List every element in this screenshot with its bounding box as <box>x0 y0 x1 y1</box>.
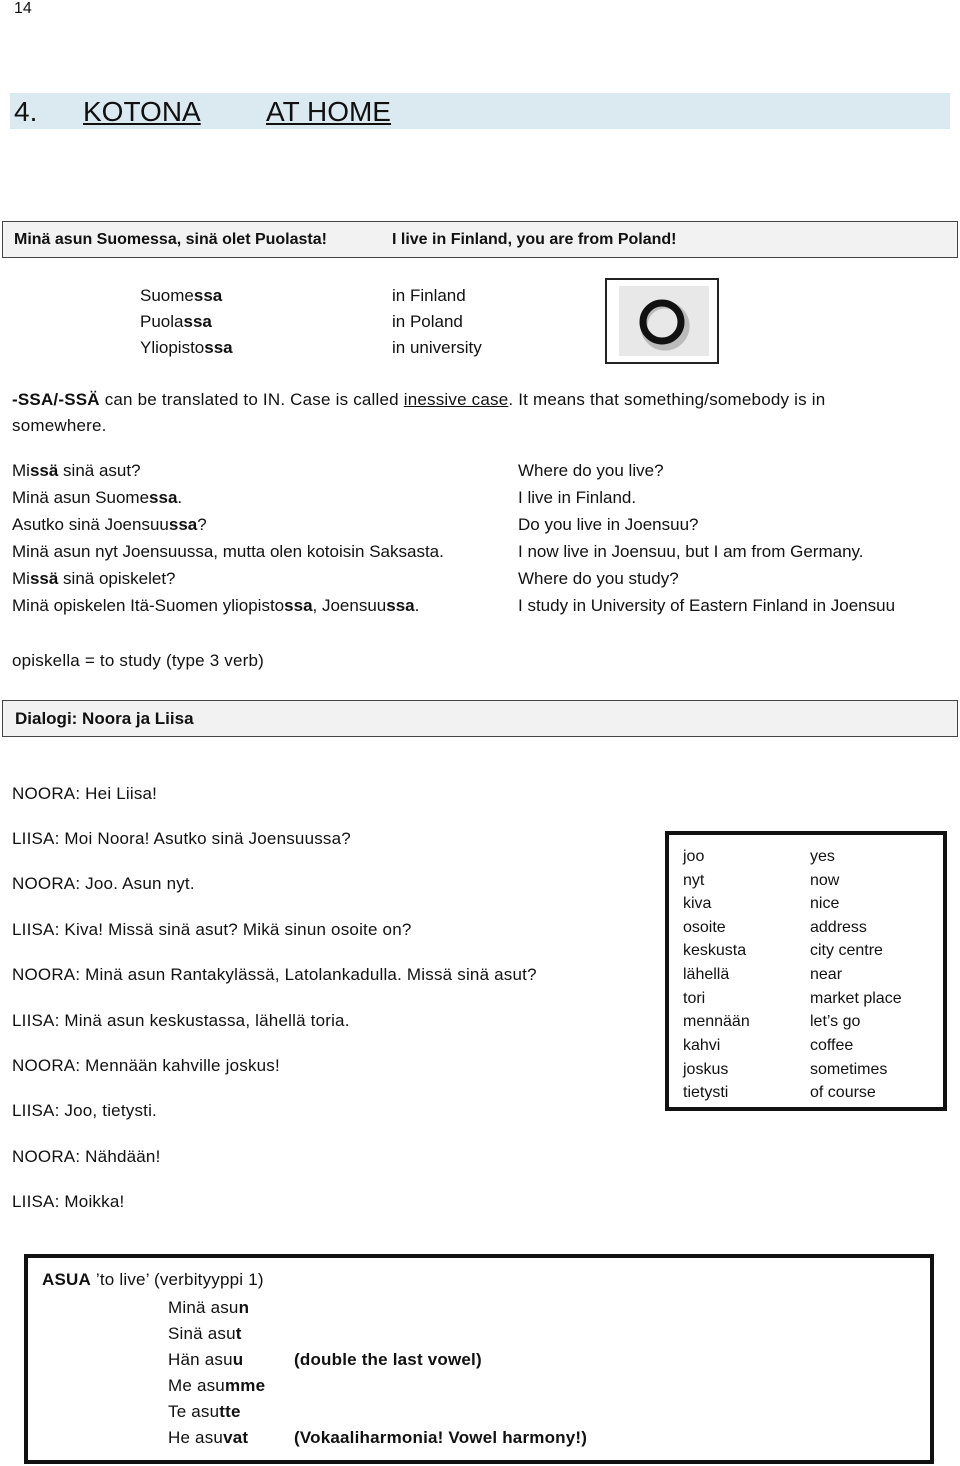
qa-fi: Asutko sinä Joensuussa? <box>12 515 207 534</box>
conjugation-box <box>24 1254 934 1464</box>
conjugation-title: ASUA ’to live’ (verbityyppi 1) <box>42 1270 264 1289</box>
case-explanation: -SSA/-SSÄ can be translated to IN. Case is called inessive case. It means that something/somebody is in <box>12 390 826 409</box>
vocabulary-box: joo yes nyt now kiva nice osoite address keskusta city centre lähellä near tori market place mennään let’s go kahvi coffee joskus sometimes tietysti of course <box>665 831 947 1111</box>
conjugation-form: Te asutte <box>168 1402 241 1421</box>
dialog-line: NOORA: Minä asun Rantakylässä, Latolankadulla. Missä sinä asut? <box>12 965 537 984</box>
conjugation-note: (Vokaaliharmonia! Vowel harmony!) <box>294 1428 588 1447</box>
qa-fi: Minä opiskelen Itä-Suomen yliopistossa, Joensuussa. <box>12 596 420 615</box>
page-number: 14 <box>14 0 32 17</box>
qa-en: Where do you study? <box>518 569 679 588</box>
qa-fi: Missä sinä asut? <box>12 461 141 480</box>
example-translation: in Poland <box>392 312 463 331</box>
dialog-title-box <box>2 700 958 737</box>
qa-fi: Minä asun nyt Joensuussa, mutta olen kotoisin Saksasta. <box>12 542 444 561</box>
verb-note: opiskella = to study (type 3 verb) <box>12 651 265 670</box>
dialog-line: LIISA: Moikka! <box>12 1192 125 1211</box>
dialog-line: NOORA: Joo. Asun nyt. <box>12 874 195 893</box>
conjugation-form: Minä asun <box>168 1298 250 1317</box>
chapter-heading <box>10 93 950 129</box>
conjugation-form: Me asumme <box>168 1376 266 1395</box>
conjugation-form: Sinä asut <box>168 1324 242 1343</box>
qa-en: I now live in Joensuu, but I am from Germany. <box>518 542 864 561</box>
qa-en: Do you live in Joensuu? <box>518 515 699 534</box>
dialog-line: LIISA: Moi Noora! Asutko sinä Joensuussa? <box>12 829 351 848</box>
dialog-line: NOORA: Nähdään! <box>12 1147 161 1166</box>
dialog-line: LIISA: Joo, tietysti. <box>12 1101 157 1120</box>
conjugation-note: (double the last vowel) <box>294 1350 482 1369</box>
dialog-line: NOORA: Mennään kahville joskus! <box>12 1056 280 1075</box>
ring-o-icon <box>619 286 709 356</box>
dialog-title: Dialogi: Noora ja Liisa <box>15 709 194 728</box>
qa-en: Where do you live? <box>518 461 664 480</box>
example-translation: in Finland <box>392 286 466 305</box>
qa-fi: Missä sinä opiskelet? <box>12 569 176 588</box>
example-row: Suomessa <box>140 286 223 305</box>
dialog-line: LIISA: Minä asun keskustassa, lähellä toria. <box>12 1011 350 1030</box>
conjugation-form: Hän asuu <box>168 1350 244 1369</box>
intro-fi: Minä asun Suomessa, sinä olet Puolasta! <box>14 231 327 248</box>
example-translation: in university <box>392 338 482 357</box>
chapter-title-fi: KOTONA <box>83 96 201 127</box>
qa-en: I live in Finland. <box>518 488 637 507</box>
qa-en: I study in University of Eastern Finland in Joensuu <box>518 596 896 615</box>
dialog-line: LIISA: Kiva! Missä sinä asut? Mikä sinun osoite on? <box>12 920 412 939</box>
chapter-number: 4. <box>14 96 38 127</box>
qa-fi: Minä asun Suomessa. <box>12 488 183 507</box>
example-row: Puolassa <box>140 312 212 331</box>
case-explanation-cont: somewhere. <box>12 416 107 435</box>
chapter-title-en: AT HOME <box>266 96 391 127</box>
dialog-line: NOORA: Hei Liisa! <box>12 784 158 803</box>
conjugation-form: He asuvat <box>168 1428 249 1447</box>
intro-box <box>2 221 958 258</box>
intro-en: I live in Finland, you are from Poland! <box>392 231 677 248</box>
example-row: Yliopistossa <box>140 338 233 357</box>
